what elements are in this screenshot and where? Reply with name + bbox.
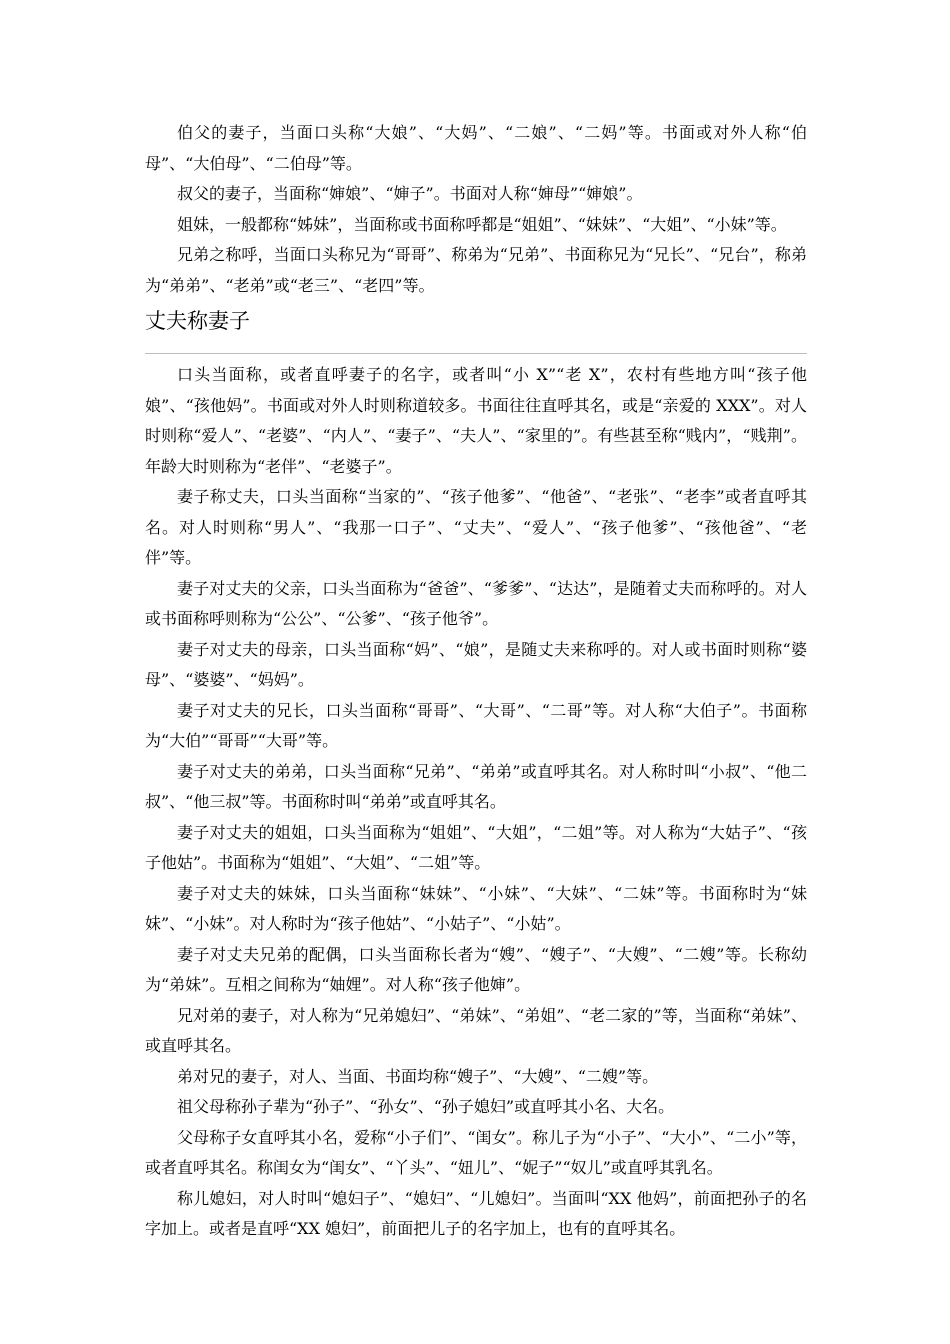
section-paragraph-5: 妻子对丈夫的兄长，口头当面称“哥哥”、“大哥”、“二哥”等。对人称“大伯子”。书面称为“大伯”“哥哥”“大哥”等。 [145, 700, 807, 750]
document-page [145, 118, 807, 1245]
heading-divider [145, 353, 807, 354]
section-paragraph-13: 父母称子女直呼其小名，爱称“小子们”、“闺女”。称儿子为“小子”、“大小”、“二小”等，或者直呼其名。称闺女为“闺女”、“丫头”、“妞儿”、“妮子”“奴儿”或直呼其乳名。 [145, 1127, 807, 1177]
section-paragraph-11: 弟对兄的妻子，对人、当面、书面均称“嫂子”、“大嫂”、“二嫂”等。 [177, 1066, 659, 1086]
intro-paragraph-4: 兄弟之称呼，当面口头称兄为“哥哥”、称弟为“兄弟”、书面称兄为“兄长”、“兄台”，称弟为“弟弟”、“老弟”或“老三”、“老四”等。 [145, 245, 807, 295]
intro-paragraph-3: 姐妹，一般都称“姊妹”，当面称或书面称呼都是“姐姐”、“妹妹”、“大姐”、“小妹”等。 [177, 214, 787, 234]
section-paragraph-3: 妻子对丈夫的父亲，口头当面称为“爸爸”、“爹爹”、“达达”，是随着丈夫而称呼的。对人或书面称呼则称为“公公”、“公爹”、“孩子他爷”。 [145, 578, 807, 628]
section-paragraph-7: 妻子对丈夫的姐姐，口头当面称为“姐姐”、“大姐”，“二姐”等。对人称为“大姑子”、“孩子他姑”。书面称为“姐姐”、“大姐”、“二姐”等。 [145, 822, 807, 872]
section-paragraph-9: 妻子对丈夫兄弟的配偶，口头当面称长者为“嫂”、“嫂子”、“大嫂”、“二嫂”等。长称幼为“弟妹”。互相之间称为“妯娌”。对人称“孩子他婶”。 [145, 944, 807, 994]
section-paragraph-8: 妻子对丈夫的妹妹，口头当面称“妹妹”、“小妹”、“大妹”、“二妹”等。书面称时为“妹妹”、“小妹”。对人称时为“孩子他姑”、“小姑子”、“小姑”。 [145, 883, 807, 933]
section-paragraph-10: 兄对弟的妻子，对人称为“兄弟媳妇”、“弟妹”、“弟姐”、“老二家的”等，当面称“弟妹”、或直呼其名。 [145, 1005, 807, 1055]
section-paragraph-12: 祖父母称孙子辈为“孙子”、“孙女”、“孙子媳妇”或直呼其小名、大名。 [177, 1097, 675, 1116]
section-paragraph-4: 妻子对丈夫的母亲，口头当面称“妈”、“娘”，是随丈夫来称呼的。对人或书面时则称“婆母”、“婆婆”、“妈妈”。 [145, 639, 807, 689]
section-paragraph-14: 称儿媳妇，对人时叫“媳妇子”、“媳妇”、“儿媳妇”。当面叫“XX 他妈”，前面把孙子的名字加上。或者是直呼“XX 媳妇”，前面把儿子的名字加上，也有的直呼其名。 [145, 1188, 807, 1238]
section-heading: 丈夫称妻子 [145, 309, 250, 333]
section-paragraph-2: 妻子称丈夫，口头当面称“当家的”、“孩子他爹”、“他爸”、“老张”、“老李”或者直呼其名。对人时则称“男人”、“我那一口子”、“丈夫”、“爱人”、“孩子他爹”、“孩他爸”、“老伴”等。 [145, 487, 807, 567]
intro-paragraph-2: 叔父的妻子，当面称“婶娘”、“婶子”。书面对人称“婶母”“婶娘”。 [177, 184, 643, 203]
section-paragraph-1: 口头当面称，或者直呼妻子的名字，或者叫“小 X”“老 X”，农村有些地方叫“孩子他娘”、“孩他妈”。书面或对外人时则称道较多。书面往往直呼其名，或是“亲爱的 XXX”。对人时则称“爱人”、“老婆”、“内人”、“妻子”、“夫人”、“家里的”。有些甚至称“贱内”，“贱荆”。年龄大时则称为“老伴”、“老婆子”。 [145, 365, 807, 476]
section-paragraph-6: 妻子对丈夫的弟弟，口头当面称“兄弟”、“弟弟”或直呼其名。对人称时叫“小叔”、“他二叔”、“他三叔”等。书面称时叫“弟弟”或直呼其名。 [145, 761, 807, 811]
intro-paragraph-1: 伯父的妻子，当面口头称“大娘”、“大妈”、“二娘”、“二妈”等。书面或对外人称“伯母”、“大伯母”、“二伯母”等。 [145, 123, 807, 173]
